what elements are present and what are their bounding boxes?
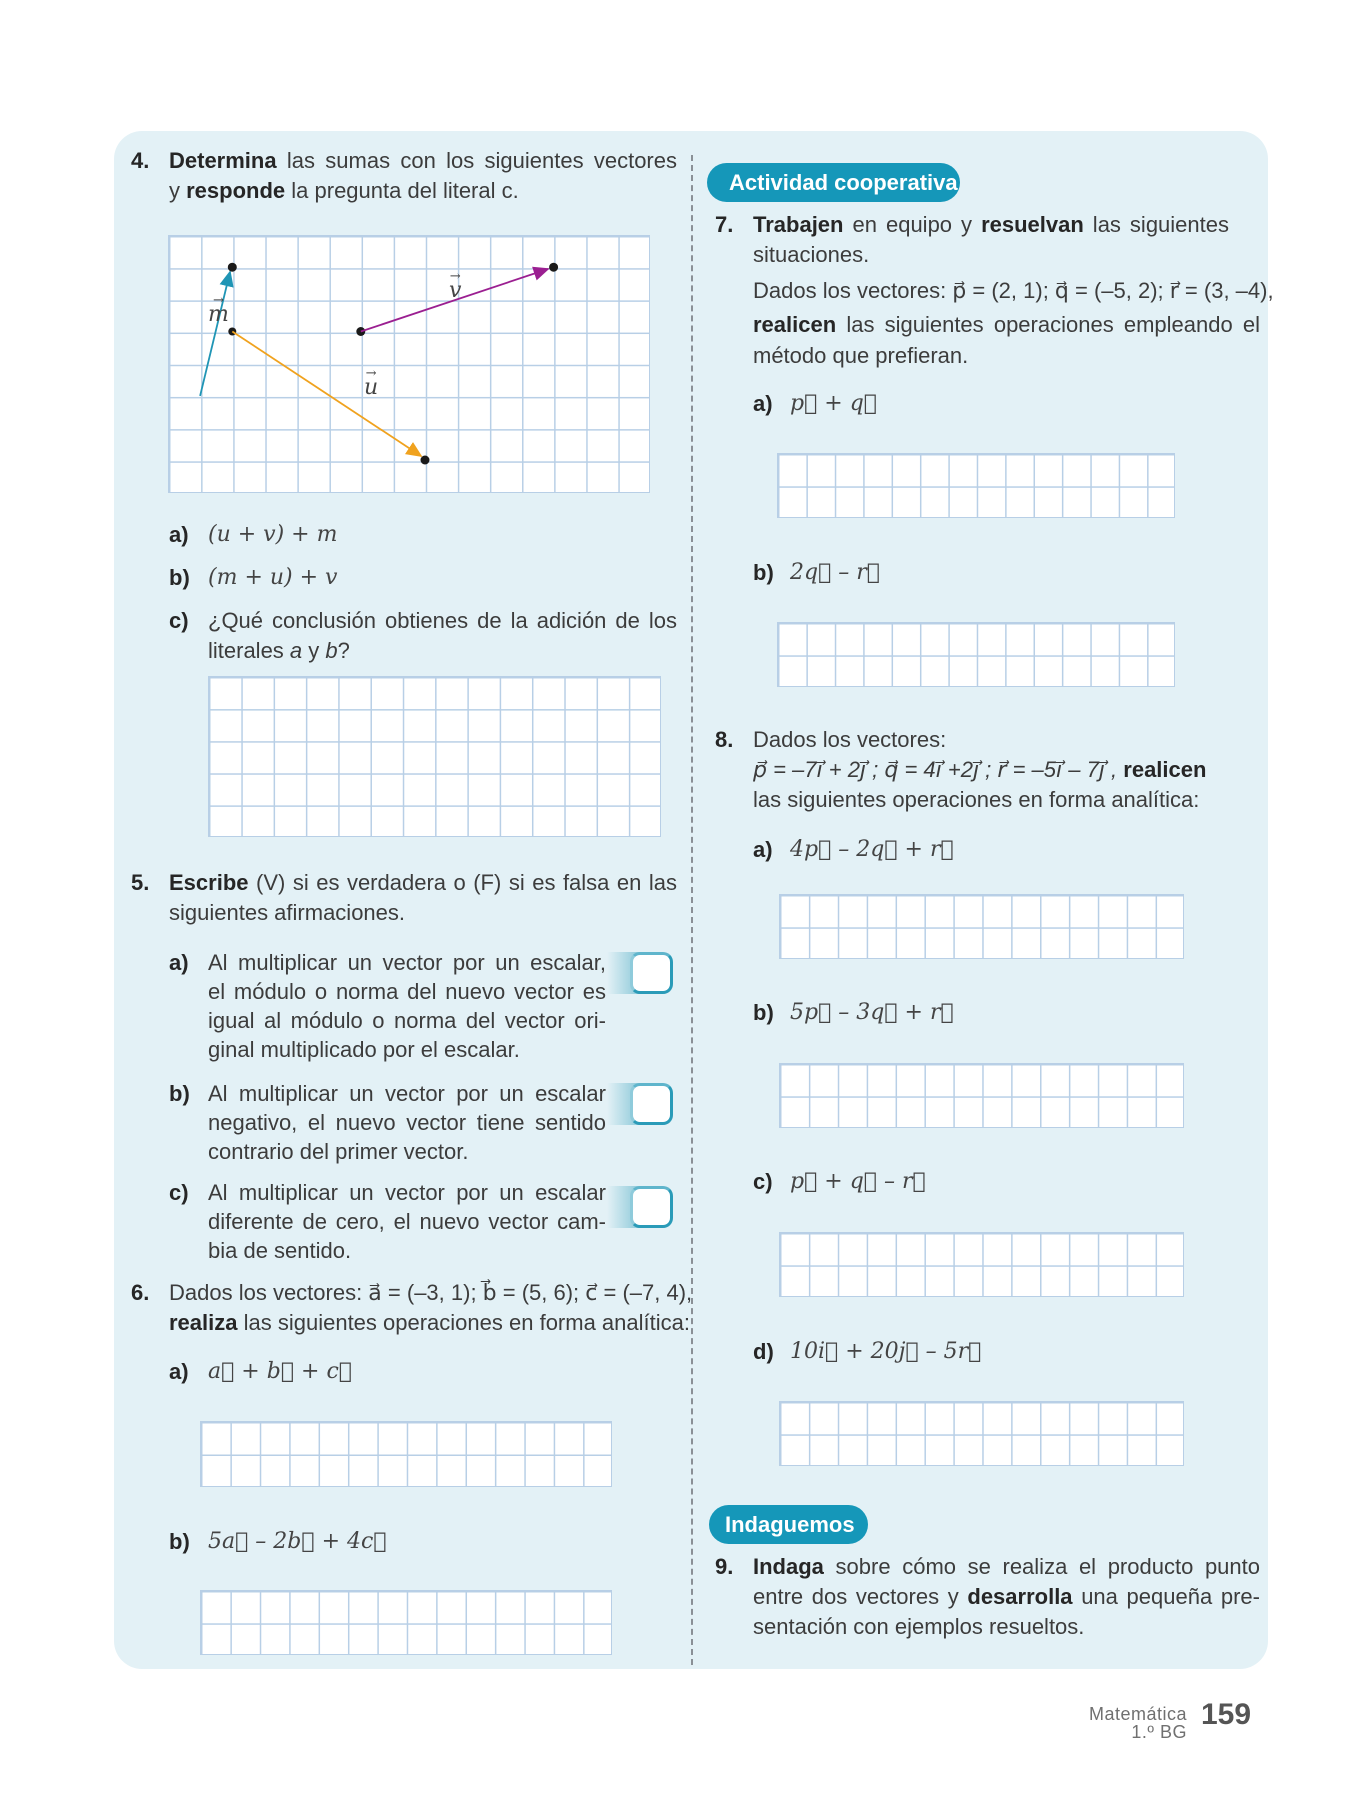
q8-a-answer-grid[interactable] — [779, 894, 1184, 959]
question-9-line-3: sentación con ejemplos resueltos. — [753, 1614, 1085, 1639]
text: entre dos vectores y — [753, 1584, 968, 1609]
q4-item-c-line-1: ¿Qué conclusión obtienes de la adición de los — [208, 608, 677, 633]
q7-item-b-expr: 2q⃗ – r⃗ — [790, 560, 880, 585]
question-6-number: 6. — [131, 1280, 150, 1305]
emphasis-responde: responde — [186, 178, 286, 203]
cooperative-activity-badge: Actividad cooperativa — [707, 163, 960, 202]
emphasis-realiza: realiza — [169, 1310, 238, 1335]
q8-b-answer-grid[interactable] — [779, 1063, 1184, 1128]
emphasis-resuelvan: resuelvan — [981, 212, 1084, 237]
q8-d-answer-grid[interactable] — [779, 1401, 1184, 1466]
question-8-number: 8. — [715, 727, 734, 752]
emphasis-trabajen: Trabajen — [753, 212, 844, 237]
vector-m-label — [208, 300, 229, 330]
q8-c-answer-grid[interactable] — [779, 1232, 1184, 1297]
q4-item-b-expr: (m + u) + v — [208, 565, 338, 590]
label-m: → m — [208, 300, 229, 330]
grade-level: 1.º BG — [1131, 1722, 1187, 1742]
question-5-line-2: siguientes afirmaciones. — [169, 900, 406, 925]
q5-item-b-line-2: negativo, el nuevo vector tiene sentido — [208, 1110, 606, 1135]
question-9-number: 9. — [715, 1554, 734, 1579]
vector-u-label — [364, 373, 378, 403]
emphasis-escribe: Escribe — [169, 870, 249, 895]
q5-item-a-label: a) — [169, 950, 189, 975]
q5-item-c-line-3: bia de sentido. — [208, 1238, 352, 1263]
emphasis-realicen: realicen — [1123, 757, 1207, 782]
inquiry-badge: Indaguemos — [709, 1505, 868, 1544]
text: a — [289, 638, 303, 663]
emphasis-desarrolla: desarrolla — [967, 1584, 1073, 1609]
question-7-line-2: situaciones. — [753, 242, 870, 267]
emphasis-indaga: Indaga — [753, 1554, 824, 1579]
text: ? — [337, 638, 350, 663]
q4-item-c-label: c) — [169, 608, 189, 633]
q6-a-answer-grid[interactable] — [200, 1421, 612, 1487]
q5-item-a-answer-box[interactable] — [607, 952, 673, 994]
question-7-number: 7. — [715, 212, 734, 237]
answer-checkbox[interactable] — [630, 1083, 673, 1125]
q4-item-a-label: a) — [169, 522, 189, 547]
text: y — [169, 178, 187, 203]
question-5-number: 5. — [131, 870, 150, 895]
vector-definitions: p⃗ = –7i⃗ + 2j⃗ ; q⃗ = 4i⃗ +2j⃗ ; r⃗ = –5i⃗ – 7j⃗ , — [753, 757, 1124, 782]
q8-item-c-expr: p⃗ + q⃗ – r⃗ — [790, 1169, 926, 1194]
vector-u — [228, 328, 429, 465]
answer-checkbox[interactable] — [630, 1186, 673, 1228]
q7-item-a-label: a) — [753, 391, 773, 416]
q6-item-b-expr: 5a⃗ – 2b⃗ + 4c⃗ — [208, 1529, 387, 1554]
q5-item-c-line-1: Al multiplicar un vector por un escalar — [208, 1180, 606, 1205]
question-9-line-2 — [753, 1582, 1260, 1612]
question-6-line-1: Dados los vectores: a⃗ = (–3, 1); b⃗ = (5, 6); c⃗ = (–7, 4), — [169, 1280, 693, 1305]
question-6-line-2 — [169, 1308, 690, 1338]
q8-item-c-label: c) — [753, 1169, 773, 1194]
text: una pequeña pre- — [1072, 1584, 1260, 1609]
q7-a-answer-grid[interactable] — [777, 453, 1175, 518]
q7-item-b-label: b) — [753, 560, 774, 585]
vector-v-label — [449, 276, 461, 306]
text: b — [325, 638, 338, 663]
text: y — [302, 638, 326, 663]
question-7-line-3: Dados los vectores: p⃗ = (2, 1); q⃗ = (–5, 2); r⃗ = (3, –4), — [753, 278, 1274, 303]
q6-item-a-label: a) — [169, 1359, 189, 1384]
q5-item-b-line-1: Al multiplicar un vector por un escalar — [208, 1081, 606, 1106]
answer-checkbox[interactable] — [630, 952, 673, 994]
q8-item-a-expr: 4p⃗ – 2q⃗ + r⃗ — [790, 837, 954, 862]
question-4-line-2 — [169, 176, 519, 206]
question-7-line-4 — [753, 310, 1260, 340]
q6-b-answer-grid[interactable] — [200, 1590, 612, 1655]
text: las sumas con los siguientes vectores — [276, 148, 677, 173]
question-9-line-1 — [753, 1552, 1260, 1582]
q7-b-answer-grid[interactable] — [777, 622, 1175, 687]
emphasis-determina: Determina — [169, 148, 277, 173]
column-divider — [691, 155, 693, 1665]
question-4-line-1 — [169, 146, 677, 176]
q7-item-a-expr: p⃗ + q⃗ — [790, 391, 877, 416]
footer-subject — [1040, 1705, 1187, 1741]
subject-name: Matemática — [1088, 1704, 1187, 1724]
emphasis-realicen: realicen — [753, 312, 837, 337]
q5-item-a-line-2: el módulo o norma del nuevo vector es — [208, 979, 606, 1004]
q8-item-d-label: d) — [753, 1339, 774, 1364]
question-8-line-1: Dados los vectores: — [753, 727, 947, 752]
q4-item-c-line-2 — [208, 636, 350, 666]
q5-item-b-answer-box[interactable] — [607, 1083, 673, 1125]
vector-diagram — [168, 235, 650, 493]
text: las siguientes operaciones empleando el — [836, 312, 1260, 337]
text: literales — [208, 638, 290, 663]
q5-item-a-line-3: igual al módulo o norma del vector ori- — [208, 1008, 606, 1033]
q5-item-b-label: b) — [169, 1081, 190, 1106]
q6-item-a-expr: a⃗ + b⃗ + c⃗ — [208, 1359, 352, 1384]
text: sobre cómo se realiza el producto punto — [823, 1554, 1260, 1579]
question-7-line-5: método que prefieran. — [753, 343, 969, 368]
text: en equipo y — [843, 212, 982, 237]
q5-item-c-answer-box[interactable] — [607, 1186, 673, 1228]
question-7-line-1 — [753, 210, 1229, 240]
q8-item-a-label: a) — [753, 837, 773, 862]
q5-item-a-line-4: ginal multiplicado por el escalar. — [208, 1037, 520, 1062]
q4-answer-grid[interactable] — [208, 676, 661, 837]
q8-item-b-expr: 5p⃗ – 3q⃗ + r⃗ — [790, 1000, 954, 1025]
page-number: 159 — [1201, 1698, 1252, 1731]
question-4-number: 4. — [131, 148, 150, 173]
text: la pregunta del literal c. — [285, 178, 519, 203]
q4-item-b-label: b) — [169, 565, 190, 590]
text: (V) si es verdadera o (F) si es falsa en las — [248, 870, 677, 895]
q8-item-b-label: b) — [753, 1000, 774, 1025]
q8-item-d-expr: 10i⃗ + 20j⃗ – 5r⃗ — [790, 1339, 982, 1364]
q4-item-a-expr: (u + v) + m — [208, 522, 338, 547]
question-8-line-3: las siguientes operaciones en forma analítica: — [753, 787, 1200, 812]
question-5-line-1 — [169, 868, 677, 898]
question-8-line-2 — [753, 755, 1206, 785]
text: las siguientes operaciones en forma analítica: — [237, 1310, 690, 1335]
label-u: → u — [364, 373, 378, 403]
q5-item-a-line-1: Al multiplicar un vector por un escalar, — [208, 950, 606, 975]
q5-item-c-line-2: diferente de cero, el nuevo vector cam- — [208, 1209, 606, 1234]
q5-item-b-line-3: contrario del primer vector. — [208, 1139, 469, 1164]
label-v: → v — [449, 276, 461, 306]
text: las siguientes — [1083, 212, 1230, 237]
q6-item-b-label: b) — [169, 1529, 190, 1554]
q5-item-c-label: c) — [169, 1180, 189, 1205]
